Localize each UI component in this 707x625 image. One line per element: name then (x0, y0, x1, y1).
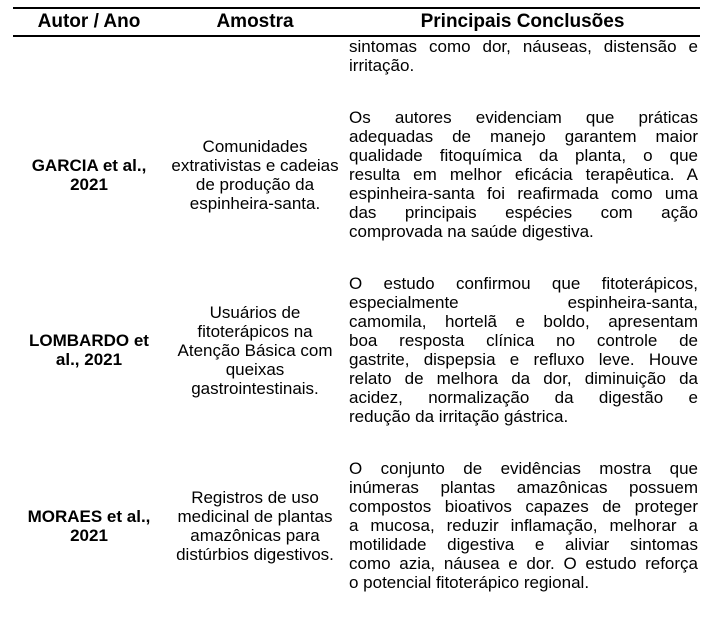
table-row (13, 459, 700, 625)
sample-line: Comunidades (202, 136, 308, 156)
conclusion-line: redução da irritação gástrica. (349, 407, 569, 426)
conclusions-cell (345, 108, 700, 274)
author-line: 2021 (70, 174, 108, 194)
sample-line: Usuários de (209, 302, 301, 322)
conclusion-line: irritação. (349, 56, 415, 75)
header-row (13, 8, 700, 36)
conclusion-line: como azia, náusea e dor. O estudo reforça (349, 554, 698, 573)
author-cell (13, 36, 165, 108)
sample-line: gastrointestinais. (191, 378, 319, 398)
table-row (13, 108, 700, 274)
sample-cell (165, 108, 345, 274)
conclusion-line: o potencial fitoterápico regional. (349, 573, 590, 592)
conclusion-line: boa resposta clínica no controle de (349, 331, 698, 350)
col-header-autor-ano: Autor / Ano (37, 11, 141, 32)
author-cell (13, 274, 165, 459)
author-cell (13, 459, 165, 625)
conclusion-line: comprovada na saúde digestiva. (349, 222, 594, 241)
author-line: LOMBARDO et (29, 331, 149, 350)
conclusions-cell (345, 36, 700, 108)
conclusions-cell (345, 274, 700, 459)
sample-line: medicinal de plantas (177, 506, 333, 526)
conclusion-line: sintomas como dor, náuseas, distensão e (349, 37, 698, 56)
conclusion-line: resulta em melhor eficácia terapêutica. A (349, 165, 698, 184)
conclusion-line: gastrite, dispepsia e refluxo leve. Houve (349, 350, 698, 369)
conclusion-line: espinheira-santa foi reafirmada como uma (349, 184, 698, 203)
sample-line: queixas (225, 359, 285, 379)
author-line: al., 2021 (55, 350, 123, 369)
conclusion-line: camomila, hortelã e boldo, apresentam (349, 312, 698, 331)
conclusion-line: a mucosa, reduzir inflamação, melhorar a (349, 516, 698, 535)
sample-line: distúrbios digestivos. (176, 544, 334, 564)
conclusion-line: qualidade fitoquímica da planta, o que (349, 146, 698, 165)
conclusion-line: especialmente espinheira-santa, (349, 293, 698, 312)
author-line: GARCIA et al., (31, 155, 147, 175)
sample-line: extrativistas e cadeias (171, 155, 339, 175)
sample-line: de produção da (195, 174, 315, 194)
table-body (13, 36, 700, 625)
sample-line: amazônicas para (190, 525, 320, 545)
table-row (13, 36, 700, 108)
conclusion-line: O conjunto de evidências mostra que (349, 459, 698, 478)
col-header-principais-conclusoes: Principais Conclusões (420, 11, 625, 32)
sample-cell (165, 36, 345, 108)
author-line: MORAES et al., (27, 506, 151, 526)
conclusion-line: O estudo confirmou que fitoterápicos, (349, 274, 698, 293)
author-line: 2021 (70, 525, 108, 545)
conclusion-line: compostos bioativos capazes de proteger (349, 497, 698, 516)
author-cell (13, 108, 165, 274)
sample-line: fitoterápicos na (197, 321, 313, 341)
conclusion-line: Os autores evidenciam que práticas (349, 108, 698, 127)
sample-line: Atenção Básica com (177, 340, 333, 360)
conclusion-line: acidez, normalização da digestão e (349, 388, 698, 407)
conclusion-line: das principais espécies com ação (349, 203, 698, 222)
table-row (13, 274, 700, 459)
review-table (13, 7, 700, 625)
conclusion-line: motilidade digestiva e aliviar sintomas (349, 535, 698, 554)
conclusion-line: adequadas de manejo garantem maior (349, 127, 698, 146)
sample-cell (165, 459, 345, 625)
sample-line: Registros de uso (191, 487, 319, 507)
table-header (13, 8, 700, 36)
conclusion-line: inúmeras plantas amazônicas possuem (349, 478, 698, 497)
sample-line: espinheira-santa. (189, 193, 321, 213)
conclusions-cell (345, 459, 700, 625)
sample-cell (165, 274, 345, 459)
conclusion-line: relato de melhora da dor, diminuição da (349, 369, 698, 388)
col-header-amostra: Amostra (216, 11, 294, 32)
